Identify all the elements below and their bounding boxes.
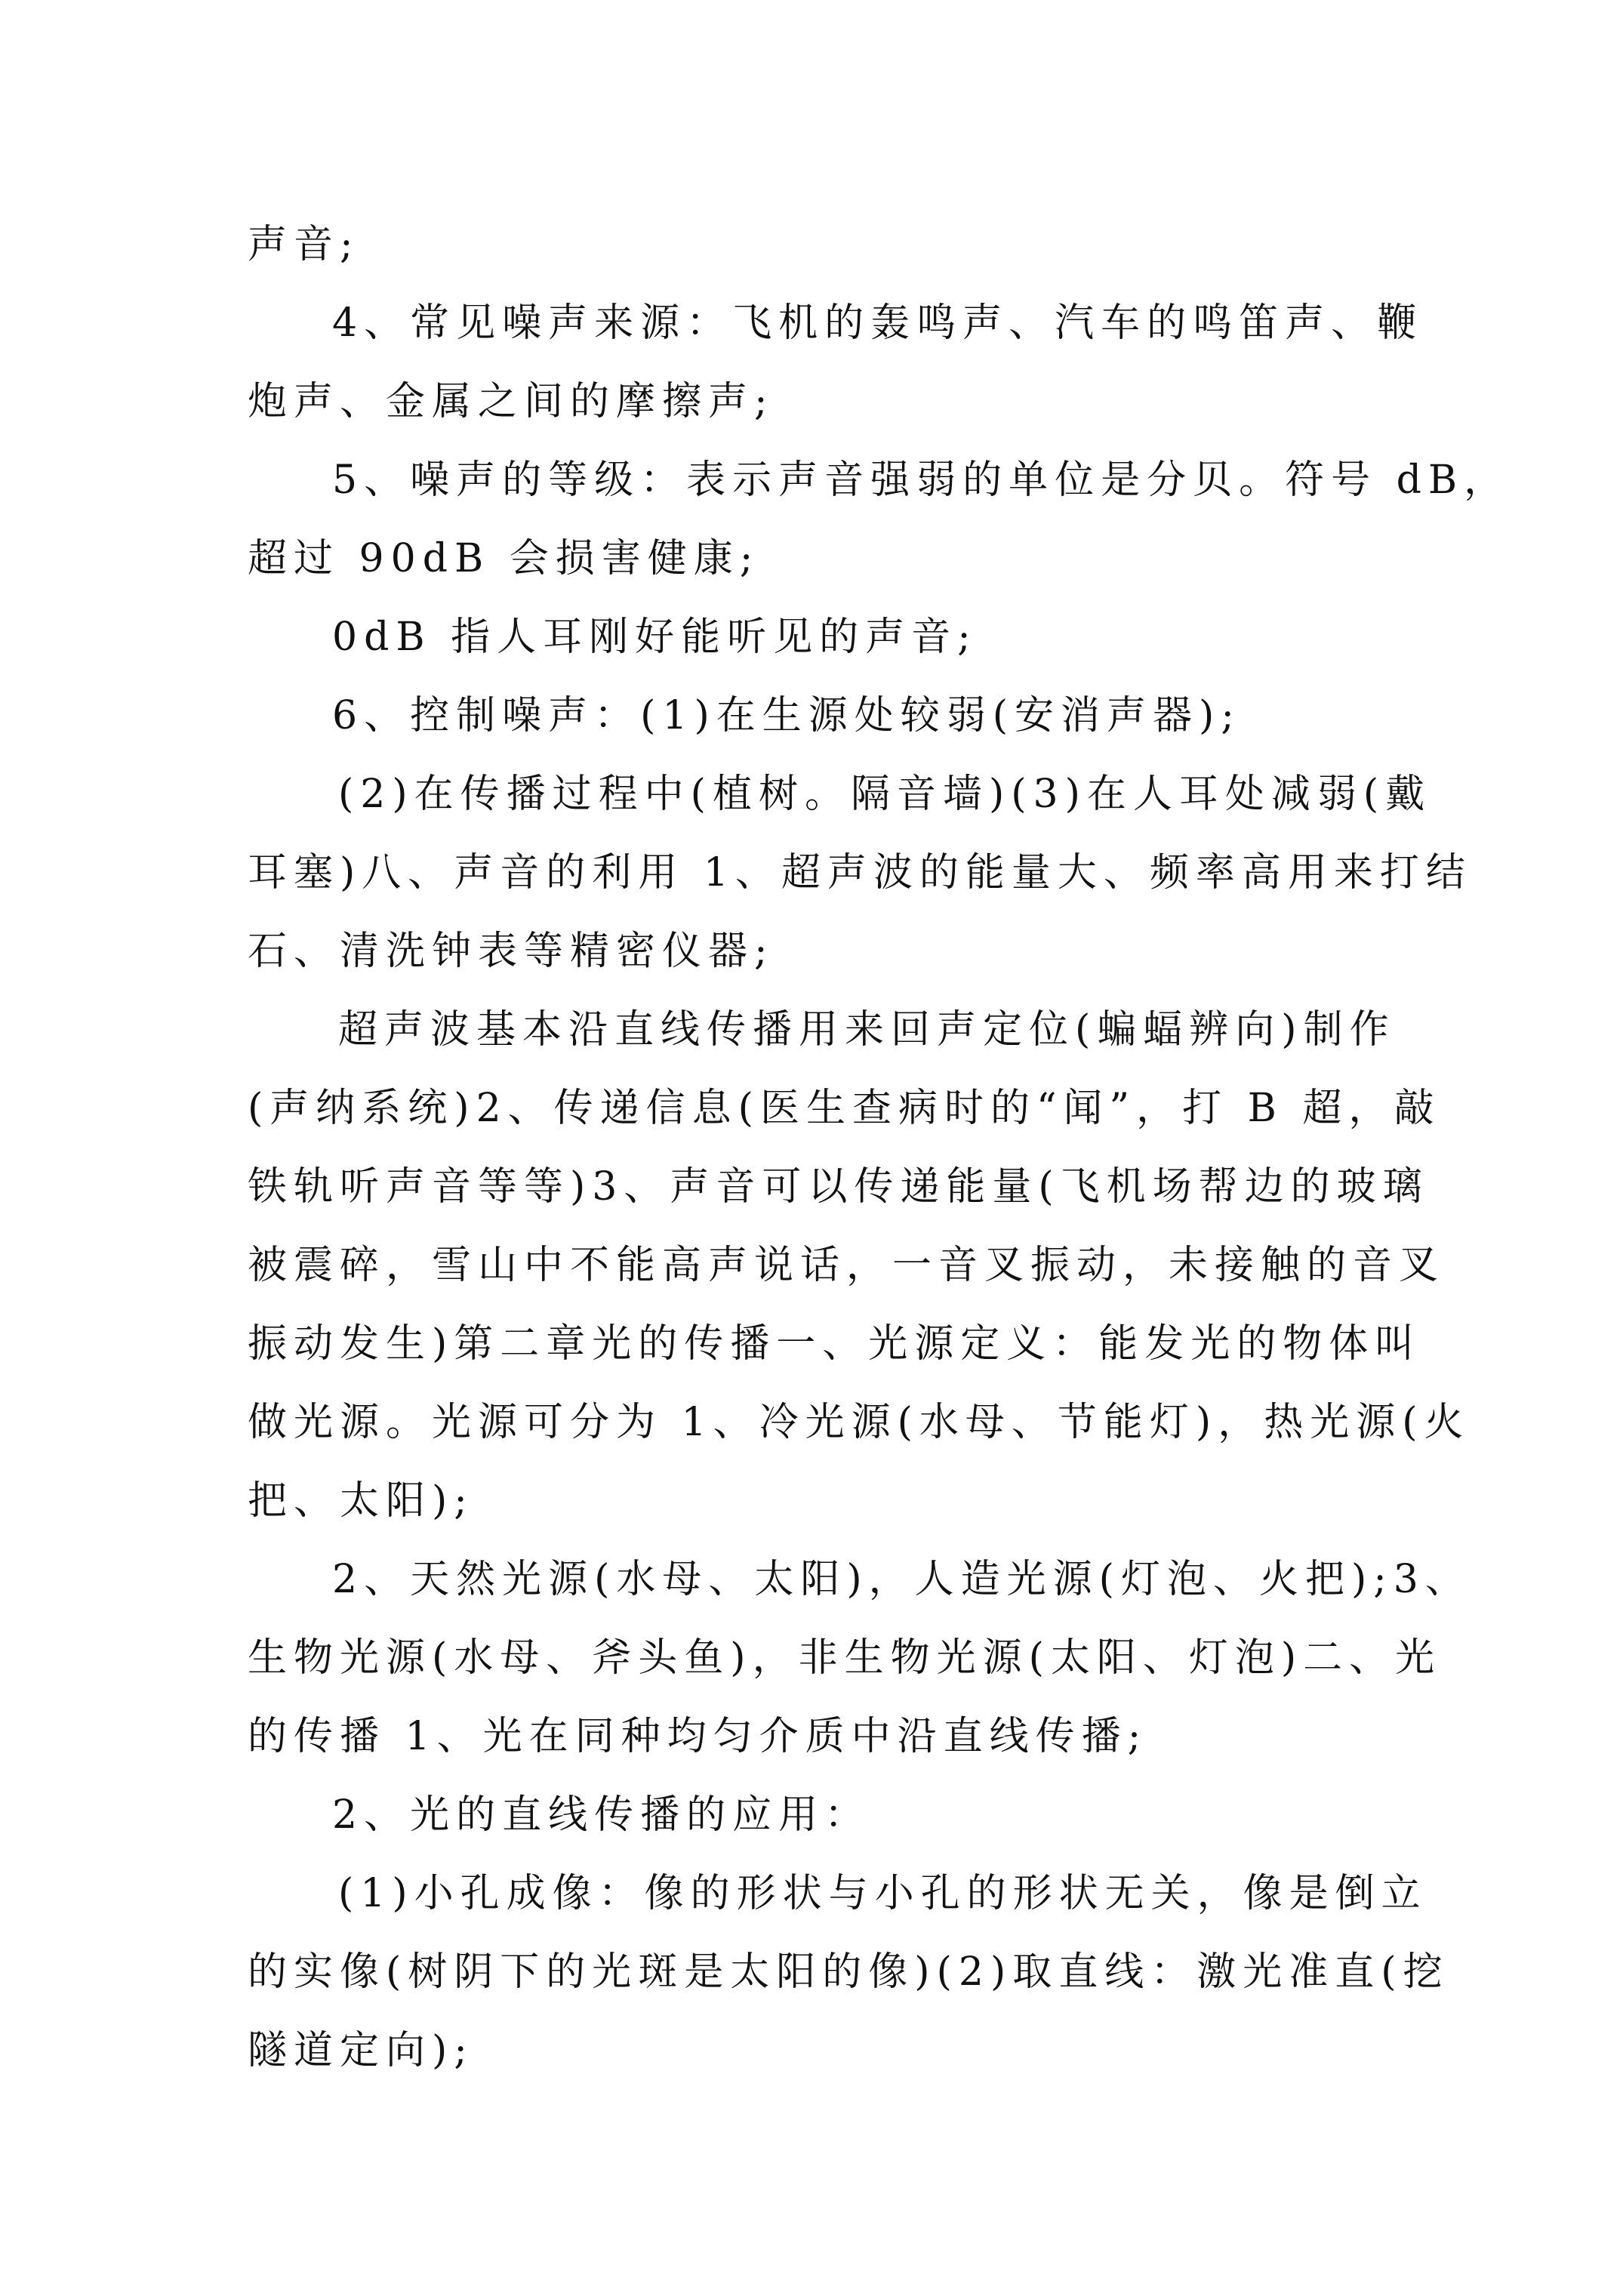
text-line: 生物光源(水母、斧头鱼)，非生物光源(太阳、灯泡)二、光	[248, 1635, 1442, 1681]
text-line: (声纳系统)2、传递信息(医生查病时的“闻”，打 B 超，敲	[248, 1086, 1441, 1131]
text-line: 石、清洗钟表等精密仪器;	[248, 929, 775, 974]
text-line: 耳塞)八、声音的利用 1、超声波的能量大、频率高用来打结	[248, 850, 1472, 895]
text-line: 声音;	[248, 222, 360, 267]
text-line: 被震碎，雪山中不能高声说话，一音叉振动，未接触的音叉	[248, 1243, 1446, 1288]
text-line: 5、噪声的等级：表示声音强弱的单位是分贝。符号 dB，	[332, 458, 1511, 503]
text-line: 0dB 指人耳刚好能听见的声音;	[332, 615, 978, 660]
text-line: 振动发生)第二章光的传播一、光源定义：能发光的物体叫	[248, 1321, 1421, 1367]
text-line: 超声波基本沿直线传播用来回声定位(蝙蝠辨向)制作	[338, 1007, 1396, 1052]
text-line: 6、控制噪声：(1)在生源处较弱(安消声器);	[332, 693, 1241, 738]
text-line: 4、常见噪声来源：飞机的轰鸣声、汽车的鸣笛声、鞭	[332, 300, 1424, 346]
text-line: (2)在传播过程中(植树。隔音墙)(3)在人耳处减弱(戴	[338, 772, 1432, 817]
text-line: 2、天然光源(水母、太阳)，人造光源(灯泡、火把);3、	[332, 1557, 1471, 1602]
text-line: 的实像(树阴下的光斑是太阳的像)(2)取直线：激光准直(挖	[248, 1949, 1449, 1995]
text-line: (1)小孔成像：像的形状与小孔的形状无关，像是倒立	[338, 1871, 1427, 1916]
text-line: 超过 90dB 会损害健康;	[248, 536, 760, 581]
text-line: 铁轨听声音等等)3、声音可以传递能量(飞机场帮边的玻璃	[248, 1164, 1429, 1210]
text-line: 做光源。光源可分为 1、冷光源(水母、节能灯)，热光源(火	[248, 1400, 1471, 1445]
text-line: 把、太阳);	[248, 1478, 474, 1524]
text-line: 隧道定向);	[248, 2028, 474, 2073]
text-line: 炮声、金属之间的摩擦声;	[248, 379, 775, 424]
text-line: 的传播 1、光在同种均匀介质中沿直线传播;	[248, 1714, 1148, 1759]
text-line: 2、光的直线传播的应用：	[332, 1792, 871, 1838]
